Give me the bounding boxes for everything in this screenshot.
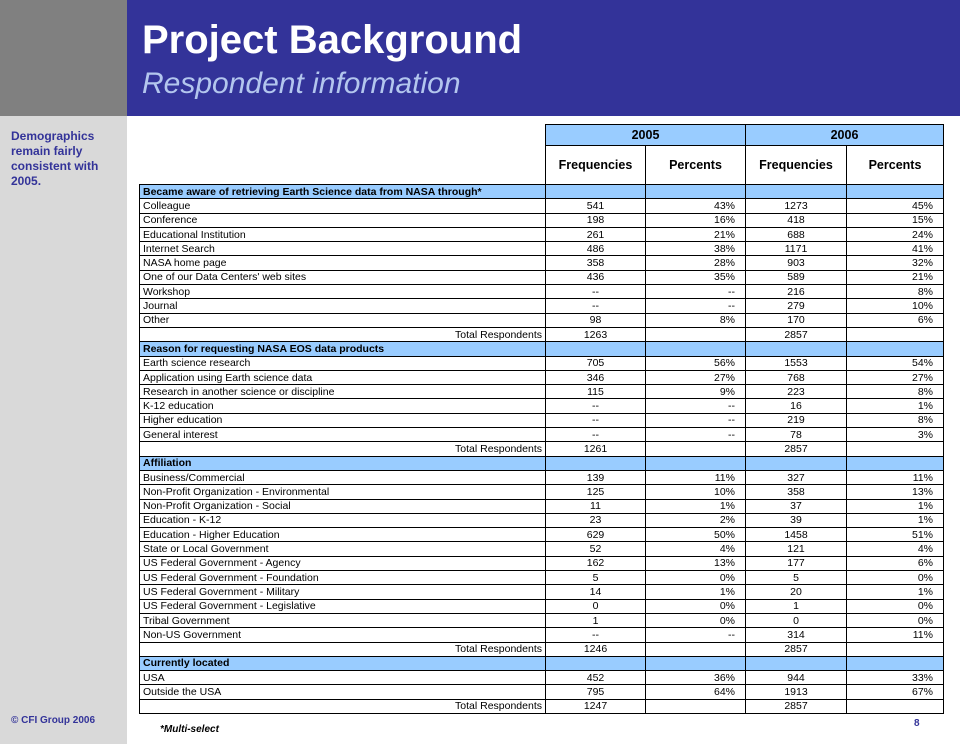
percent-cell: 11% (847, 628, 944, 642)
table-row (140, 299, 944, 313)
frequency-cell: 39 (746, 513, 847, 527)
table-row (140, 242, 944, 256)
frequency-cell: 115 (546, 385, 646, 399)
frequency-cell: 162 (546, 556, 646, 570)
frequency-cell: 436 (546, 270, 646, 284)
frequency-cell: 486 (546, 242, 646, 256)
frequency-cell: 16 (746, 399, 847, 413)
sidebar (0, 116, 127, 744)
percent-cell: 0% (646, 571, 746, 585)
percent-cell: -- (646, 399, 746, 413)
section-header-cell (847, 656, 944, 670)
row-label: US Federal Government - Foundation (140, 571, 546, 585)
total-cell (847, 442, 944, 456)
total-cell (646, 699, 746, 713)
table-row (140, 470, 944, 484)
frequency-cell: 20 (746, 585, 847, 599)
row-label: Education - K-12 (140, 513, 546, 527)
percent-cell: 6% (847, 556, 944, 570)
frequency-cell: 14 (546, 585, 646, 599)
table-row (140, 671, 944, 685)
page-number: 8 (914, 718, 920, 729)
column-header: Frequencies (746, 146, 847, 185)
percent-cell: -- (646, 413, 746, 427)
frequency-cell: 1 (746, 599, 847, 613)
percent-cell: 21% (646, 227, 746, 241)
frequency-cell: 358 (746, 485, 847, 499)
row-label: Journal (140, 299, 546, 313)
table-row (140, 399, 944, 413)
row-label: Non-Profit Organization - Social (140, 499, 546, 513)
section-header-cell (847, 342, 944, 356)
percent-cell: 38% (646, 242, 746, 256)
row-label: NASA home page (140, 256, 546, 270)
section-header-cell (746, 656, 847, 670)
section-header-cell (646, 656, 746, 670)
section-header-row (140, 342, 944, 356)
frequency-cell: 219 (746, 413, 847, 427)
frequency-cell: 1553 (746, 356, 847, 370)
percent-cell: 33% (847, 671, 944, 685)
percent-cell: -- (646, 299, 746, 313)
percent-cell: 16% (646, 213, 746, 227)
table-row (140, 256, 944, 270)
frequency-cell: 198 (546, 213, 646, 227)
percent-cell: 9% (646, 385, 746, 399)
total-cell: 1247 (546, 699, 646, 713)
year-header: 2006 (746, 125, 944, 146)
total-cell: 2857 (746, 699, 847, 713)
table-row (140, 628, 944, 642)
section-title: Reason for requesting NASA EOS data products (140, 342, 546, 356)
frequency-cell: 37 (746, 499, 847, 513)
total-cell (646, 642, 746, 656)
section-header-cell (646, 342, 746, 356)
percent-cell: 15% (847, 213, 944, 227)
percent-cell: 1% (646, 585, 746, 599)
total-label: Total Respondents (140, 327, 546, 341)
percent-cell: -- (646, 428, 746, 442)
frequency-cell: -- (546, 428, 646, 442)
total-cell: 2857 (746, 642, 847, 656)
frequency-cell: 216 (746, 285, 847, 299)
page-subtitle: Respondent information (142, 67, 461, 100)
row-label: Higher education (140, 413, 546, 427)
percent-cell: 50% (646, 528, 746, 542)
percent-cell: -- (646, 285, 746, 299)
percent-cell: 27% (847, 370, 944, 384)
row-label: Application using Earth science data (140, 370, 546, 384)
frequency-cell: 418 (746, 213, 847, 227)
percent-cell: 45% (847, 199, 944, 213)
frequency-cell: 1 (546, 613, 646, 627)
frequency-cell: 223 (746, 385, 847, 399)
total-cell (847, 642, 944, 656)
percent-cell: 13% (847, 485, 944, 499)
table-row (140, 585, 944, 599)
percent-cell: -- (646, 628, 746, 642)
table-row (140, 528, 944, 542)
total-cell (646, 327, 746, 341)
table-row (140, 556, 944, 570)
row-label: US Federal Government - Agency (140, 556, 546, 570)
percent-cell: 21% (847, 270, 944, 284)
row-label: Colleague (140, 199, 546, 213)
section-header-cell (847, 456, 944, 470)
table-row (140, 356, 944, 370)
row-label: Conference (140, 213, 546, 227)
frequency-cell: 346 (546, 370, 646, 384)
table-row (140, 599, 944, 613)
row-label: Research in another science or discipline (140, 385, 546, 399)
frequency-cell: 452 (546, 671, 646, 685)
total-cell: 2857 (746, 442, 847, 456)
table-row (140, 513, 944, 527)
table-row (140, 370, 944, 384)
slide-header (127, 0, 960, 116)
percent-cell: 3% (847, 428, 944, 442)
section-title: Currently located (140, 656, 546, 670)
section-header-cell (746, 185, 847, 199)
percent-cell: 11% (646, 470, 746, 484)
row-label: Outside the USA (140, 685, 546, 699)
row-label: Workshop (140, 285, 546, 299)
percent-cell: 35% (646, 270, 746, 284)
table-row (140, 213, 944, 227)
frequency-cell: 5 (546, 571, 646, 585)
frequency-cell: 261 (546, 227, 646, 241)
section-title: Affiliation (140, 456, 546, 470)
percent-cell: 64% (646, 685, 746, 699)
year-header-row (140, 125, 944, 146)
section-header-cell (546, 656, 646, 670)
row-label: US Federal Government - Legislative (140, 599, 546, 613)
frequency-cell: 1273 (746, 199, 847, 213)
subheader-row (140, 146, 944, 185)
row-label: Tribal Government (140, 613, 546, 627)
frequency-cell: 279 (746, 299, 847, 313)
table-row (140, 413, 944, 427)
section-header-cell (746, 342, 847, 356)
row-label: Other (140, 313, 546, 327)
frequency-cell: 5 (746, 571, 847, 585)
frequency-cell: -- (546, 399, 646, 413)
frequency-cell: 629 (546, 528, 646, 542)
percent-cell: 56% (646, 356, 746, 370)
percent-cell: 11% (847, 470, 944, 484)
frequency-cell: 177 (746, 556, 847, 570)
section-header-cell (546, 185, 646, 199)
total-cell (646, 442, 746, 456)
table-row (140, 571, 944, 585)
table-row (140, 313, 944, 327)
table-row (140, 199, 944, 213)
year-header: 2005 (546, 125, 746, 146)
footnote: *Multi-select (160, 724, 219, 735)
total-row (140, 442, 944, 456)
frequency-cell: 589 (746, 270, 847, 284)
copyright: © CFI Group 2006 (11, 715, 96, 726)
frequency-cell: 314 (746, 628, 847, 642)
frequency-cell: 1458 (746, 528, 847, 542)
frequency-cell: 23 (546, 513, 646, 527)
percent-cell: 0% (646, 613, 746, 627)
column-header: Percents (847, 146, 944, 185)
row-label: Education - Higher Education (140, 528, 546, 542)
frequency-cell: 1913 (746, 685, 847, 699)
frequency-cell: 768 (746, 370, 847, 384)
percent-cell: 41% (847, 242, 944, 256)
frequency-cell: 944 (746, 671, 847, 685)
frequency-cell: 327 (746, 470, 847, 484)
percent-cell: 0% (847, 613, 944, 627)
percent-cell: 51% (847, 528, 944, 542)
percent-cell: 6% (847, 313, 944, 327)
row-label: Internet Search (140, 242, 546, 256)
table-row (140, 285, 944, 299)
section-header-cell (646, 456, 746, 470)
percent-cell: 8% (847, 413, 944, 427)
percent-cell: 8% (847, 285, 944, 299)
frequency-cell: -- (546, 299, 646, 313)
percent-cell: 43% (646, 199, 746, 213)
frequency-cell: 541 (546, 199, 646, 213)
frequency-cell: 139 (546, 470, 646, 484)
percent-cell: 8% (847, 385, 944, 399)
row-label: USA (140, 671, 546, 685)
section-header-row (140, 185, 944, 199)
blank-cell (140, 146, 546, 185)
percent-cell: 13% (646, 556, 746, 570)
header-corner-block (0, 0, 127, 116)
frequency-cell: 170 (746, 313, 847, 327)
row-label: K-12 education (140, 399, 546, 413)
total-label: Total Respondents (140, 699, 546, 713)
percent-cell: 4% (847, 542, 944, 556)
total-label: Total Respondents (140, 442, 546, 456)
frequency-cell: 705 (546, 356, 646, 370)
total-cell: 2857 (746, 327, 847, 341)
percent-cell: 2% (646, 513, 746, 527)
percent-cell: 24% (847, 227, 944, 241)
table-row (140, 685, 944, 699)
total-cell (847, 699, 944, 713)
frequency-cell: 795 (546, 685, 646, 699)
section-header-cell (546, 456, 646, 470)
total-cell: 1261 (546, 442, 646, 456)
frequency-cell: 358 (546, 256, 646, 270)
frequency-cell: 0 (546, 599, 646, 613)
frequency-cell: 688 (746, 227, 847, 241)
sidebar-note: Demographics remain fairly consistent with 2005. (11, 129, 99, 188)
row-label: One of our Data Centers' web sites (140, 270, 546, 284)
row-label: Business/Commercial (140, 470, 546, 484)
percent-cell: 1% (847, 585, 944, 599)
section-header-cell (847, 185, 944, 199)
percent-cell: 67% (847, 685, 944, 699)
percent-cell: 1% (646, 499, 746, 513)
row-label: Educational Institution (140, 227, 546, 241)
total-cell: 1246 (546, 642, 646, 656)
percent-cell: 4% (646, 542, 746, 556)
table-row (140, 227, 944, 241)
section-header-cell (746, 456, 847, 470)
table-row (140, 270, 944, 284)
frequency-cell: -- (546, 413, 646, 427)
row-label: Earth science research (140, 356, 546, 370)
frequency-cell: -- (546, 285, 646, 299)
column-header: Frequencies (546, 146, 646, 185)
respondent-table (139, 124, 944, 714)
table-row (140, 385, 944, 399)
percent-cell: 1% (847, 499, 944, 513)
table-row (140, 542, 944, 556)
percent-cell: 27% (646, 370, 746, 384)
total-row (140, 327, 944, 341)
percent-cell: 28% (646, 256, 746, 270)
row-label: US Federal Government - Military (140, 585, 546, 599)
percent-cell: 32% (847, 256, 944, 270)
section-title: Became aware of retrieving Earth Science data from NASA through* (140, 185, 546, 199)
row-label: General interest (140, 428, 546, 442)
percent-cell: 54% (847, 356, 944, 370)
percent-cell: 0% (646, 599, 746, 613)
percent-cell: 36% (646, 671, 746, 685)
percent-cell: 1% (847, 513, 944, 527)
section-header-row (140, 456, 944, 470)
frequency-cell: 98 (546, 313, 646, 327)
percent-cell: 10% (646, 485, 746, 499)
row-label: State or Local Government (140, 542, 546, 556)
total-row (140, 642, 944, 656)
section-header-row (140, 656, 944, 670)
frequency-cell: 11 (546, 499, 646, 513)
table-row (140, 499, 944, 513)
table-row (140, 613, 944, 627)
section-header-cell (546, 342, 646, 356)
total-label: Total Respondents (140, 642, 546, 656)
section-header-cell (646, 185, 746, 199)
total-cell: 1263 (546, 327, 646, 341)
percent-cell: 10% (847, 299, 944, 313)
percent-cell: 8% (646, 313, 746, 327)
frequency-cell: 78 (746, 428, 847, 442)
percent-cell: 0% (847, 599, 944, 613)
frequency-cell: 1171 (746, 242, 847, 256)
frequency-cell: 0 (746, 613, 847, 627)
frequency-cell: 903 (746, 256, 847, 270)
frequency-cell: 125 (546, 485, 646, 499)
page-title: Project Background (142, 18, 523, 62)
row-label: Non-Profit Organization - Environmental (140, 485, 546, 499)
percent-cell: 1% (847, 399, 944, 413)
percent-cell: 0% (847, 571, 944, 585)
frequency-cell: -- (546, 628, 646, 642)
blank-cell (140, 125, 546, 146)
column-header: Percents (646, 146, 746, 185)
frequency-cell: 121 (746, 542, 847, 556)
total-cell (847, 327, 944, 341)
frequency-cell: 52 (546, 542, 646, 556)
total-row (140, 699, 944, 713)
table-row (140, 428, 944, 442)
table-row (140, 485, 944, 499)
row-label: Non-US Government (140, 628, 546, 642)
